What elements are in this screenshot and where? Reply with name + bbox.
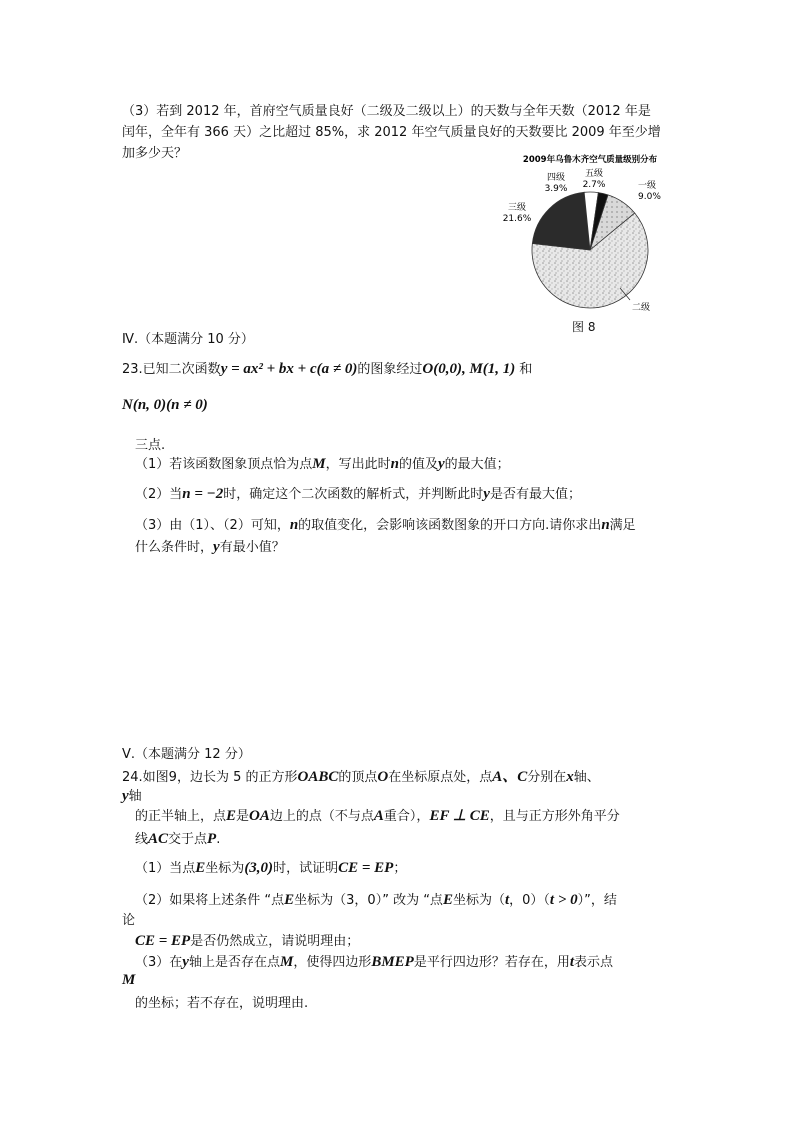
l3-text-b: 交于点 (168, 832, 208, 847)
pie-value-四级: 3.9% (544, 184, 568, 194)
q23-prefix: 23.已知二次函数 (122, 362, 221, 377)
l3-text-c: . (216, 832, 221, 847)
s1-text-d: ； (393, 861, 407, 876)
l2-text-d: 重合）， (383, 809, 430, 824)
s2-text-a: （2）如果将上述条件 “点 (135, 893, 285, 908)
q24-ac: A、C (492, 769, 528, 785)
pie-label-二级: 二级 (632, 303, 651, 313)
s2-eq: CE = EP (135, 933, 191, 949)
q24-sub3-line2 (122, 972, 135, 989)
pie-label-四级: 四级 (546, 173, 566, 183)
q24-sub3 (135, 951, 613, 971)
s2-t: t (504, 892, 510, 908)
p3-y: y (213, 539, 220, 555)
q24-line3 (135, 828, 220, 848)
s1-text-a: （1）当点 (135, 861, 196, 876)
pie-value-五级: 2.7% (582, 180, 606, 190)
section-4-heading: Ⅳ.（本题满分 10 分） (122, 332, 254, 347)
q24-sub1 (135, 857, 406, 877)
p3-n: n (289, 517, 299, 533)
s1-text-b: 坐标为 (205, 861, 245, 876)
q23-part2 (135, 483, 581, 503)
q23-part1 (135, 453, 510, 473)
section-5-heading: Ⅴ.（本题满分 12 分） (122, 747, 251, 762)
s3-text-d: 是平行四边形？若存在，用 (413, 955, 570, 970)
s3-bmep: BMEP (371, 954, 414, 970)
pie-value-三级: 21.6% (502, 214, 532, 224)
q24-line1 (122, 765, 600, 786)
l3-ac: AC (148, 831, 169, 847)
s1-point: (3,0) (244, 860, 274, 876)
s3-t: t (569, 954, 575, 970)
pie-label-五级: 五级 (584, 169, 604, 179)
q24-text-f: 轴 (128, 789, 142, 804)
s1-eq: CE = EP (338, 860, 394, 876)
p2-text-b: 时，确定这个二次函数的解析式，并判断此时 (223, 487, 484, 502)
s2-e: E (284, 892, 295, 908)
q23-part3-line2 (135, 536, 285, 556)
q24-text-c: 在坐标原点处，点 (388, 770, 493, 785)
p1-m: M (312, 456, 326, 472)
q22-3-line2: 闰年，全年有 366 天）之比超过 85%，求 2012 年空气质量良好的天数要比 2009 年至少增 (122, 125, 661, 140)
p3-text-a: （3）由（1）、（2）可知， (135, 518, 290, 533)
p2-y: y (483, 486, 490, 502)
q23-points: O(0,0), M(1, 1) (422, 361, 516, 377)
s3-text-a: （3）在 (135, 955, 183, 970)
p2-cond: n = −2 (182, 486, 224, 502)
q24-text-a: 24.如图9，边长为 5 的正方形 (122, 770, 298, 785)
p1-text-c: 的值及 (398, 457, 438, 472)
chart-title: 2009年乌鲁木齐空气质量级别分布 (522, 155, 658, 165)
l3-p: P (207, 831, 217, 847)
pie-chart (490, 150, 690, 335)
q22-3-line1: （3）若到 2012 年，首府空气质量良好（二级及二级以上）的天数与全年天数（2012 年是 (122, 104, 651, 119)
l2-text-a: 的正半轴上，点 (135, 809, 227, 824)
q24-y: y (122, 788, 129, 804)
s3-text-e: 表示点 (574, 955, 614, 970)
s2-text-d: ，0）（ (509, 893, 550, 908)
s2-t-gt: t > 0 (549, 892, 578, 908)
q23-mid: 的图象经过 (357, 362, 423, 377)
pie-value-一级: 9.0% (638, 192, 661, 202)
p1-text-a: （1）若该函数图象顶点恰为点 (135, 457, 313, 472)
s3-m2: M (122, 972, 136, 988)
q24-text-e: 轴、 (573, 770, 600, 785)
p2-text-a: （2）当 (135, 487, 183, 502)
s1-e: E (195, 860, 206, 876)
q23-part3 (135, 514, 636, 534)
q24-line1b (122, 785, 142, 805)
p1-text-d: 的最大值； (444, 457, 510, 472)
l2-perp: EF ⊥ CE (429, 808, 490, 824)
l2-text-b: 是 (236, 809, 250, 824)
p2-text-c: 是否有最大值； (489, 487, 581, 502)
q22-3-line3: 加多少天？ (122, 146, 188, 161)
q23-three-points: 三点. (135, 438, 166, 453)
p3-n2: n (601, 517, 610, 533)
s2-text-e: ）”，结 (577, 893, 617, 908)
p3-text-c: 满足 (609, 518, 636, 533)
s3-text-b: 轴上是否存在点 (188, 955, 280, 970)
q24-sub3-line3: 的坐标；若不存在，说明理由. (135, 996, 309, 1011)
p3-line2-b: 有最小值？ (219, 540, 285, 555)
q24-oabc: OABC (297, 769, 339, 785)
l2-oa: OA (249, 808, 270, 824)
pie-label-三级: 三级 (507, 203, 527, 213)
q24-text-b: 的顶点 (338, 770, 378, 785)
q23-function: y = ax² + bx + c(a ≠ 0) (220, 361, 358, 377)
q23-line1 (122, 358, 532, 378)
s2-text-b: 坐标为（3，0）” 改为 “点 (294, 893, 443, 908)
pie-slice-三级 (532, 192, 590, 250)
q24-sub2-line2: 论 (122, 913, 136, 928)
q24-text-d: 分别在 (527, 770, 567, 785)
s1-text-c: 时，试证明 (273, 861, 339, 876)
q24-sub2 (135, 889, 617, 909)
p3-line2-a: 什么条件时， (135, 540, 214, 555)
l3-text-a: 线 (135, 832, 149, 847)
s3-text-c: ，使得四边形 (293, 955, 372, 970)
s2-e2: E (442, 892, 453, 908)
s2-text-c: 坐标为（ (452, 893, 505, 908)
q24-sub2-line3 (135, 930, 359, 950)
p1-n: n (390, 456, 399, 472)
s3-m: M (279, 954, 294, 970)
q24-x: x (566, 769, 574, 785)
figure-caption: 图 8 (572, 320, 596, 334)
pie-label-一级: 一级 (638, 181, 657, 191)
l2-a: A (373, 808, 384, 824)
q23-and: 和 (519, 362, 533, 377)
q23-n-point: N(n, 0)(n ≠ 0) (122, 397, 208, 413)
l2-text-c: 边上的点（不与点 (269, 809, 374, 824)
q23-point-n (122, 397, 208, 414)
s3-y: y (182, 954, 189, 970)
l2-text-e: ，且与正方形外角平分 (489, 809, 620, 824)
p1-y: y (438, 456, 445, 472)
p1-text-b: ，写出此时 (325, 457, 391, 472)
s2-text-f: 是否仍然成立，请说明理由； (190, 934, 360, 949)
p3-text-b: 的取值变化，会影响该函数图象的开口方向.请你求出 (298, 518, 602, 533)
q24-o: O (377, 769, 389, 785)
q24-line2 (135, 805, 620, 825)
l2-e: E (226, 808, 237, 824)
